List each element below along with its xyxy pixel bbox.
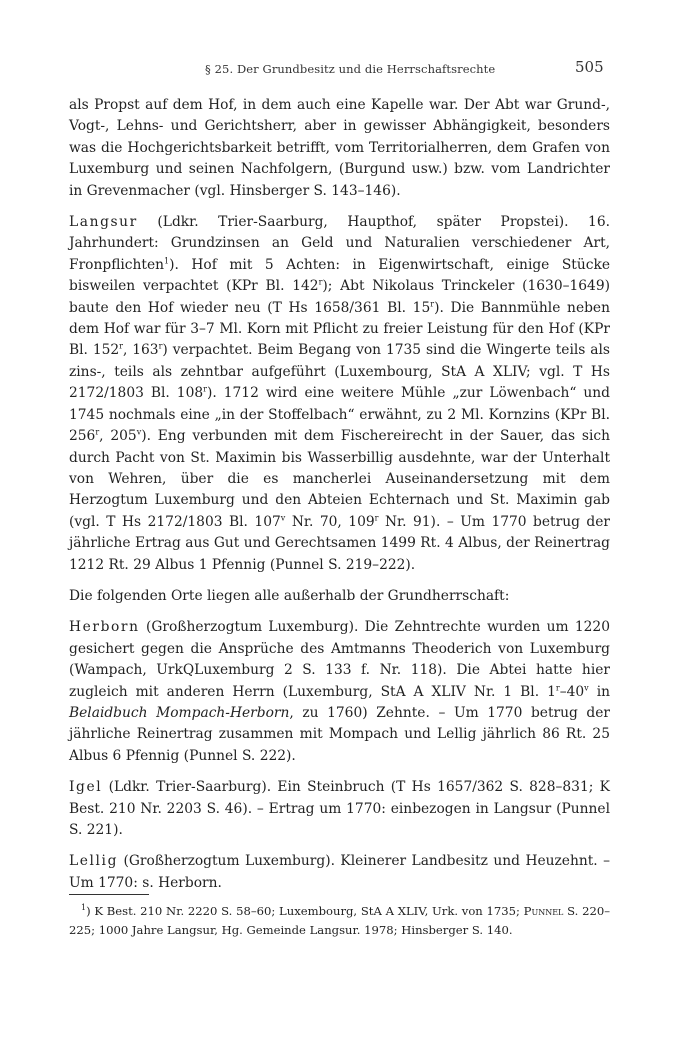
- book-title: Belaidbuch Mompach-Herborn: [69, 704, 290, 721]
- paragraph-langsur: Langsur (Ldkr. Trier-Saarburg, Haupthof, später Propstei). 16. Jahrhundert: Grundzinsen an Geld und Naturalien verschiedener Art, Fronpflichten$^1$). Hof mit 5 Achten: in Eigenwirtschaft, einige Stücke bisweilen verpachtet (KPr Bl. 142$^r$); Abt Nikolaus Trinckeler (1630–1649) baute den Hof wieder neu (T Hs 1658/361 Bl. 15$^r$). Die Bannmühle neben dem Hof war für 3–7 Ml. Korn mit Pflicht zu freier Leistung für den Hof (KPr Bl. 152$^r$, 163$^r$) verpachtet. Beim Begang von 1735 sind die Wingerte teils als zins-, teils als zehntbar aufgeführt (Luxembourg, StA A XLIV; vgl. T Hs 2172/1803 Bl. 108$^r$). 1712 wird eine weitere Mühle „zur Löwenbach“ und 1745 nochmals eine „in der Stoffelbach“ erwähnt, zu 2 Ml. Kornzins (KPr Bl. 256$^r$, 205$^v$). Eng verbunden mit dem Fischereirecht in der Sauer, das sich durch Pacht von St. Maximin bis Wasserbillig ausdehnte, war der Unterhalt von Wehren, über die es mancherlei Auseinandersetzung mit dem Herzogtum Luxemburg und den Abteien Echternach und St. Maximin gab (vgl. T Hs 2172/1803 Bl. 107$^v$ Nr. 70, 109$^r$ Nr. 91). – Um 1770 betrug der jährliche Ertrag aus Gut und Gerechtsamen 1499 Rt. 4 Albus, der Reinertrag 1212 Rt. 29 Albus 1 Pfennig (Punnel S. 219–222).: [69, 214, 611, 573]
- place-name-herborn: Herborn: [69, 619, 140, 636]
- paragraph-igel: Igel (Ldkr. Trier-Saarburg). Ein Steinbruch (T Hs 1657/362 S. 828–831; K Best. 210 Nr. 2203 S. 46). – Ertrag um 1770: einbezogen in Langsur (Punnel S. 221).: [69, 779, 610, 838]
- place-name-igel: Igel: [69, 779, 103, 796]
- footnote-mark: 1: [81, 903, 87, 913]
- page-number: 505: [575, 58, 604, 76]
- footnote: $^1$) K Best. 210 Nr. 2220 S. 58–60; Luxembourg, StA A XLIV, Urk. von 1735; Punnel S. 220–225; 1000 Jahre Langsur, Hg. Gemeinde Langsur. 1978; Hinsberger S. 140.: [69, 903, 610, 937]
- author-punnel: Punnel: [523, 904, 564, 918]
- place-name-lellig: Lellig: [69, 853, 118, 870]
- body-text: [69, 95, 610, 904]
- paragraph-abbey-rights: als Propst auf dem Hof, in dem auch eine Kapelle war. Der Abt war Grund-, Vogt-, Lehns- und Gerichtsherr, aber in gewisser Abhängigkeit, besonders was die Hochgerichtsbarkeit betrifft, vom Territorialherren, dem Grafen von Luxemburg und seinen Nachfolgern, (Burgund usw.) bzw. vom Landrichter in Grevenmacher (vgl. Hinsberger S. 143–146).: [69, 97, 610, 199]
- page-header: [0, 60, 700, 80]
- running-head: § 25. Der Grundbesitz und die Herrschaftsrechte: [205, 62, 496, 76]
- paragraph-lellig: Lellig (Großherzogtum Luxemburg). Kleinerer Landbesitz und Heuzehnt. – Um 1770: s. Herborn.: [69, 853, 610, 891]
- footnote-ref: 1: [164, 256, 170, 266]
- footnote-divider: [69, 894, 149, 895]
- paragraph-outside-places: Die folgenden Orte liegen alle außerhalb der Grundherrschaft:: [69, 587, 510, 604]
- place-name-langsur: Langsur: [69, 214, 138, 231]
- paragraph-herborn: Herborn (Großherzogtum Luxemburg). Die Zehntrechte wurden um 1220 gesichert gegen die Ansprüche des Amtmanns Theoderich von Luxemburg (Wampach, UrkQLuxemburg 2 S. 133 f. Nr. 118). Die Abtei hatte hier zugleich mit anderen Herrn (Luxemburg, StA A XLIV Nr. 1 Bl. 1$^r$–40$^v$ in Belaidbuch Mompach-Herborn, zu 1760) Zehnte. – Um 1770 betrug der jährliche Reinertrag zusammen mit Mompach und Lellig jährlich 86 Rt. 25 Albus 6 Pfennig (Punnel S. 222).: [69, 619, 611, 764]
